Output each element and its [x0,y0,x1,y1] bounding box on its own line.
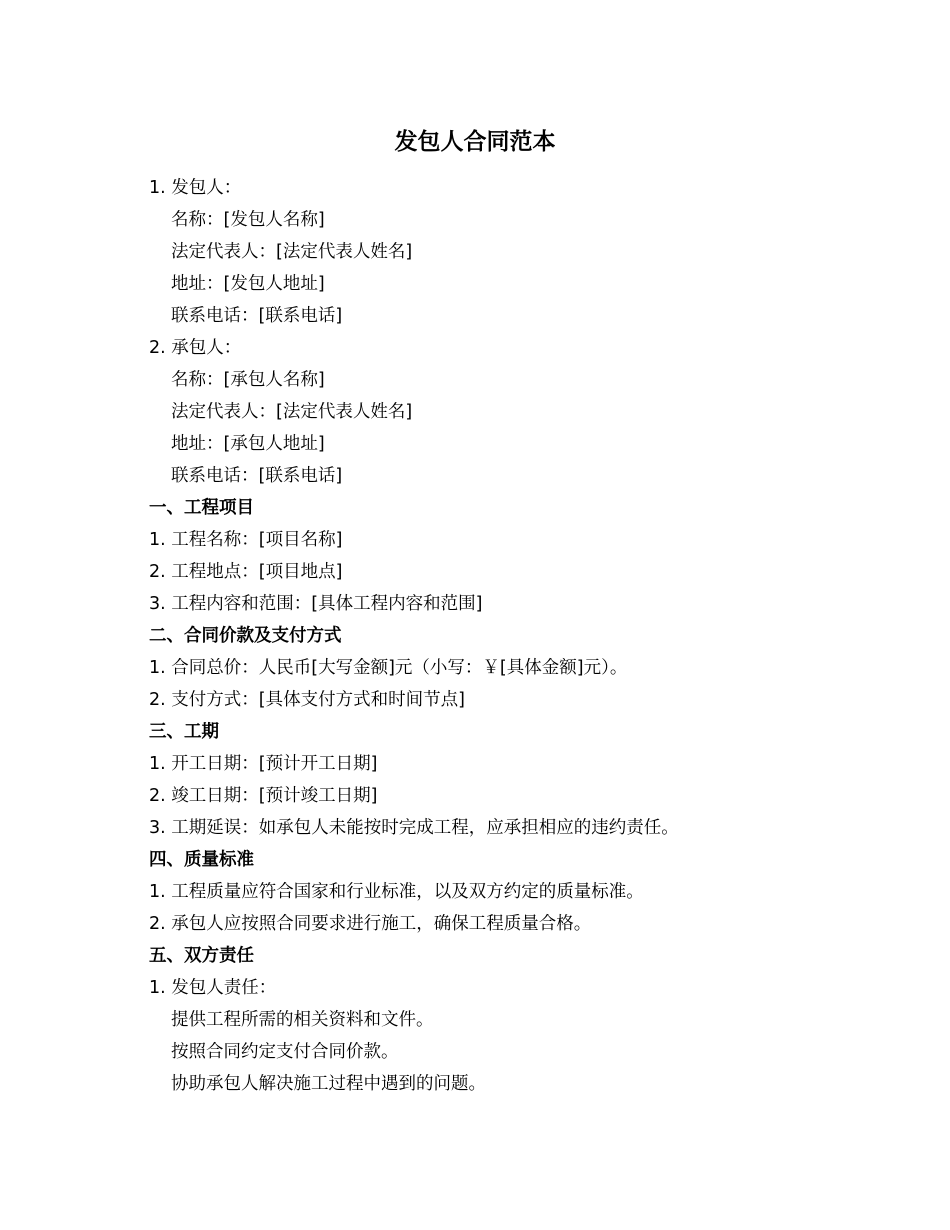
document-line: 联系电话：[联系电话] [171,306,343,326]
document-line: 地址：[发包人地址] [171,274,325,294]
section-heading: 三、工期 [149,722,219,742]
document-line: 1. 工程名称：[项目名称] [149,530,343,550]
document-line: 联系电话：[联系电话] [171,466,343,486]
document-line: 名称：[发包人名称] [171,210,325,230]
document-line: 按照合同约定支付合同价款。 [171,1042,399,1062]
document-line: 提供工程所需的相关资料和文件。 [171,1010,434,1030]
document-line: 1. 开工日期：[预计开工日期] [149,754,378,774]
document-line: 地址：[承包人地址] [171,434,325,454]
document-line: 1. 工程质量应符合国家和行业标准，以及双方约定的质量标准。 [149,882,644,902]
document-line: 法定代表人：[法定代表人姓名] [171,242,413,262]
document-line: 2. 工程地点：[项目地点] [149,562,343,582]
document-line: 1. 发包人： [149,178,242,198]
section-heading: 二、合同价款及支付方式 [149,626,342,646]
section-heading: 一、工程项目 [149,498,254,518]
document-line: 2. 竣工日期：[预计竣工日期] [149,786,378,806]
document-line: 2. 支付方式：[具体支付方式和时间节点] [149,690,465,710]
section-heading: 五、双方责任 [149,946,254,966]
document-line: 3. 工期延误：如承包人未能按时完成工程，应承担相应的违约责任。 [149,818,679,838]
document-line: 1. 发包人责任： [149,978,277,998]
document-title: 发包人合同范本 [394,129,556,155]
document-line: 3. 工程内容和范围：[具体工程内容和范围] [149,594,483,614]
document-line: 1. 合同总价：人民币[大写金额]元（小写：￥[具体金额]元）。 [149,658,628,678]
document-body [149,172,830,1100]
document-line: 名称：[承包人名称] [171,370,325,390]
document-line: 2. 承包人： [149,338,242,358]
document-line: 法定代表人：[法定代表人姓名] [171,402,413,422]
document-line: 2. 承包人应按照合同要求进行施工，确保工程质量合格。 [149,914,592,934]
document-line: 协助承包人解决施工过程中遇到的问题。 [171,1074,486,1094]
section-heading: 四、质量标准 [149,850,254,870]
